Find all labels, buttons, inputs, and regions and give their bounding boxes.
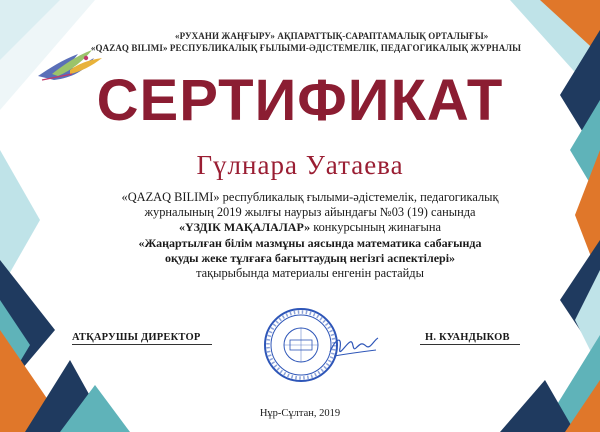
director-label: АТҚАРУШЫ ДИРЕКТОР <box>72 332 201 343</box>
signature-underline <box>420 344 520 345</box>
place-date: Нұр-Сұлтан, 2019 <box>259 408 341 419</box>
director-name: Н. КУАНДЫКОВ <box>425 332 510 343</box>
header-journal: «QAZAQ BILIMI» РЕСПУБЛИКАЛЫҚ ҒЫЛЫМИ-ӘДІСТЕМЕЛІК, ПЕДАГОГИКАЛЫҚ ЖУРНАЛЫ <box>90 43 522 53</box>
body-line: журналының 2019 жылғы наурыз айындағы №03 (19) санында <box>144 205 476 220</box>
article-title-line: «Жаңартылған білім мазмұны аясында математика сабағында <box>138 235 482 250</box>
certificate-title: СЕРТИФИКАТ <box>96 68 504 133</box>
signature-underline <box>72 344 212 345</box>
contest-name: «ҮЗДІК МАҚАЛАЛАР» <box>178 220 311 235</box>
contest-line <box>90 220 530 235</box>
recipient-name: Гүлнара Уатаева <box>196 150 404 180</box>
header-organization: «РУХАНИ ЖАҢҒЫРУ» АҚПАРАТТЫҚ-САРАПТАМАЛЫҚ ОРТАЛЫҒЫ» <box>175 31 489 41</box>
contest-suffix: конкурсының жинағына <box>310 220 442 235</box>
article-title-line: оқуды жеке тұлғаға бағыттаудың негізгі аспектілері» <box>164 250 456 265</box>
handwritten-signature-icon <box>326 330 382 364</box>
certificate-body <box>90 190 530 281</box>
body-line: «QAZAQ BILIMI» республикалық ғылыми-әдістемелік, педагогикалық <box>121 190 499 204</box>
body-line: тақырыбында материалы енгенін растайды <box>196 266 424 281</box>
